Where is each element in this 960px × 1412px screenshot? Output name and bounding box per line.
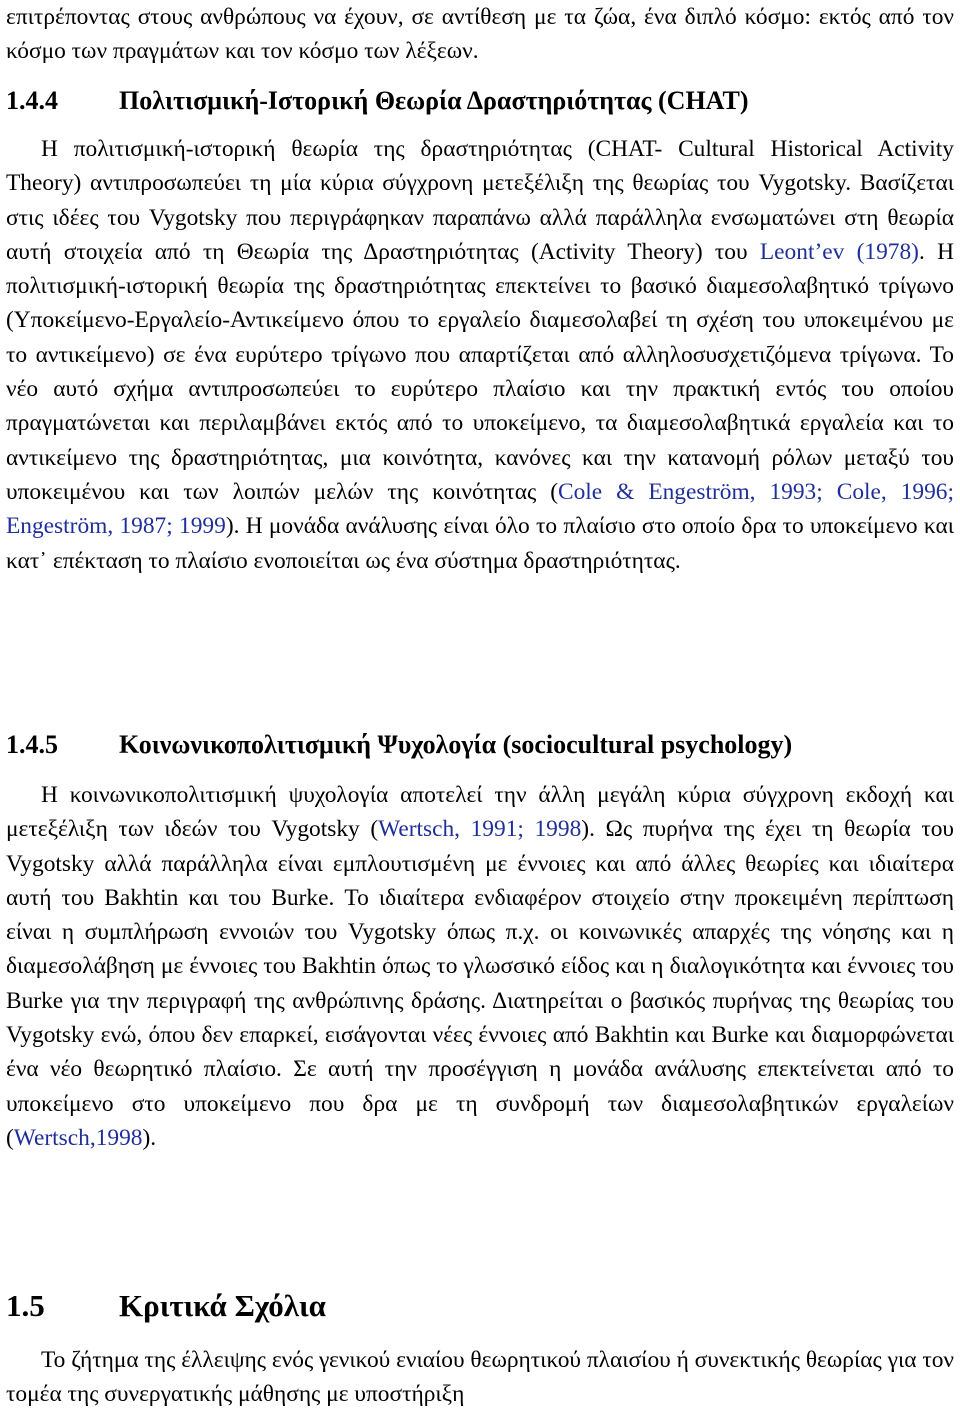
section-title: Κοινωνικοπολιτισμική Ψυχολογία (sociocultural psychology): [119, 730, 793, 759]
citation-wertsch-1991: Wertsch, 1991; 1998: [378, 816, 582, 843]
paragraph-text: Το ζήτημα της έλλειψης ενός γενικού ενιαίου θεωρητικού πλαισίου ή συνεκτικής θεωρίας για τον τομέα της συνεργατικής μάθησης με υποστήριξη: [6, 1347, 955, 1408]
paragraph-text: ). Ως πυρήνα της έχει τη θεωρία του Vygotsky αλλά παράλληλα είναι εμπλουτισμένη με έννοιες και από άλλες θεωρίες και ιδιαίτερα αυτή του Bakhtin και του Burke. Το ιδιαίτερα ενδιαφέρον στοιχείο στην προκειμένη περίπτωση είναι η συμπλήρωση εννοιών του Vygotsky όπως π.χ. οι κοινωνικές απαρχές της νόησης και η διαμεσολάβηση με έννοιες του Bakhtin όπως το γλωσσικό είδος και η διαλογικότητα και έννοιες του Burke για την περιγραφή της ανθρώπινης δράσης. Διατηρείται ο βασικός πυρήνας της θεωρίας του Vygotsky ενώ, όπου δεν επαρκεί, εισάγονται νέες έννοιες από Bakhtin και Burke και διαμορφώνεται ένα νέο θεωρητικό πλαίσιο. Σε αυτή την προσέγγιση η μονάδα ανάλυσης επεκτείνεται από το υποκείμενο στο υποκείμενο που δρα με τη συνδρομή των διαμεσολαβητικών εργαλείων (: [6, 816, 954, 1151]
paragraph-critical-comments: [6, 1343, 954, 1412]
intro-text: επιτρέποντας στους ανθρώπους να έχουν, σε αντίθεση με τα ζώα, ένα διπλό κόσμο: εκτός από τον κόσμο των πραγμάτων και τον κόσμο των λέξεων.: [6, 4, 954, 65]
section-heading-1-4-5: [6, 728, 792, 762]
section-number: 1.4.4: [6, 86, 58, 115]
section-heading-1-5: [6, 1286, 326, 1326]
intro-paragraph: [6, 0, 954, 69]
paragraph-text: ). Η μονάδα ανάλυσης είναι όλο το πλαίσιο στο οποίο δρα το υποκείμενο και κατ᾽ επέκταση το πλαίσιο ενοποιείται ως ένα σύστημα δραστηριότητας.: [6, 513, 954, 574]
paragraph-text: Η πολιτισμική-ιστορική θεωρία της δραστηριότητας (CHAT- Cultural Historical Activity Theory) αντιπροσωπεύει τη μία κύρια σύγχρονη μετεξέλιξη της θεωρίας του Vygotsky. Βασίζεται στις ιδέες του Vygotsky που περιγράφηκαν παραπάνω αλλά παράλληλα ενσωματώνει στη θεωρία αυτή στοιχεία από τη Θεωρία της Δραστηριότητας (Activity Theory) του: [6, 136, 954, 265]
paragraph-sociocultural: [6, 778, 954, 1155]
section-heading-1-4-4: [6, 84, 749, 118]
paragraph-chat: [6, 132, 954, 578]
paragraph-text: ).: [142, 1124, 157, 1151]
paragraph-text: Η κοινωνικοπολιτισμική ψυχολογία αποτελεί την άλλη μεγάλη κύρια σύγχρονη εκδοχή και μετεξέλιξη των ιδεών του Vygotsky (: [6, 782, 954, 843]
citation-leontev: Leont’ev (1978): [759, 238, 919, 265]
section-title: Πολιτισμική-Ιστορική Θεωρία Δραστηριότητας (CHAT): [119, 86, 749, 115]
section-title: Κριτικά Σχόλια: [119, 1288, 326, 1323]
section-number: 1.4.5: [6, 730, 58, 759]
paragraph-text: . Η πολιτισμική-ιστορική θεωρία της δραστηριότητας επεκτείνει το βασικό διαμεσολαβητικό τρίγωνο (Υποκείμενο-Εργαλείο-Αντικείμενο όπου το εργαλείο διαμεσολαβεί τη σχέση του υποκειμένου με το αντικείμενο) σε ένα ευρύτερο τρίγωνο που απαρτίζεται από αλληλοσυσχετιζόμενα τρίγωνα. Το νέο αυτό σχήμα αντιπροσωπεύει το ευρύτερο πλαίσιο και την πρακτική εντός του οποίου πραγματώνεται και περιλαμβάνει εκτός από το υποκείμενο, τα διαμεσολαβητικά εργαλεία και το αντικείμενο της δραστηριότητας, μια κοινότητα, κανόνες και την κατανομή ρόλων μεταξύ του υποκειμένου και των λοιπών μελών της κοινότητας (: [6, 238, 954, 505]
section-number: 1.5: [6, 1288, 45, 1323]
citation-cole-engestrom: Cole & Engeström, 1993; Cole, 1996; Engeström, 1987; 1999: [6, 478, 954, 540]
citation-wertsch-1998: Wertsch,1998: [13, 1124, 143, 1151]
